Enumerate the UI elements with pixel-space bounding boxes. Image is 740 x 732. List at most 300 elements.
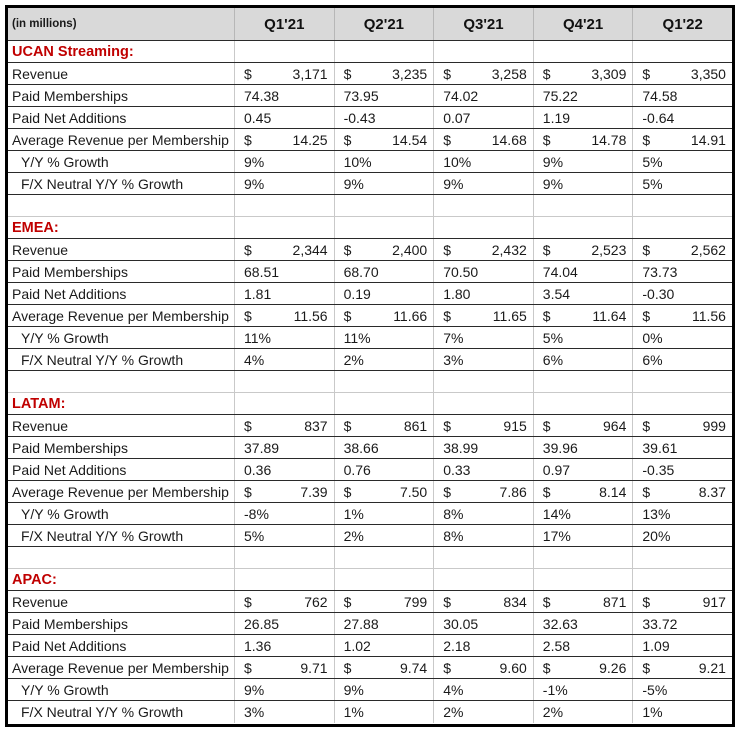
cell-value: 39.96 bbox=[542, 439, 578, 456]
cell-value: 0.76 bbox=[343, 461, 371, 478]
empty-cell bbox=[334, 569, 434, 590]
cell-value: 27.88 bbox=[343, 615, 379, 632]
currency-symbol: $ bbox=[244, 483, 252, 500]
table-row bbox=[8, 415, 732, 437]
cell-value: 5% bbox=[542, 329, 564, 346]
currency-symbol: $ bbox=[343, 307, 352, 324]
cell-value: 5% bbox=[642, 153, 663, 170]
cell-value: 0.33 bbox=[443, 461, 471, 478]
cell-value: -0.64 bbox=[642, 109, 675, 126]
cell-value: 3,235 bbox=[392, 65, 428, 82]
value-cell bbox=[433, 701, 533, 723]
table-row bbox=[8, 349, 732, 371]
cell-value: 3.54 bbox=[542, 285, 571, 302]
value-cell bbox=[334, 635, 434, 656]
value-cell bbox=[334, 327, 434, 348]
row-label: Paid Net Additions bbox=[12, 285, 127, 302]
cell-value: 14.78 bbox=[591, 131, 627, 148]
cell-value: 70.50 bbox=[443, 263, 479, 280]
cell-value: 7.86 bbox=[499, 483, 527, 500]
value-cell bbox=[334, 503, 434, 524]
currency-symbol: $ bbox=[642, 483, 651, 500]
cell-value: 861 bbox=[403, 417, 428, 434]
cell-value: 1.09 bbox=[642, 637, 670, 654]
cell-value: 26.85 bbox=[244, 615, 280, 632]
table-row bbox=[8, 635, 732, 657]
cell-value: 3,258 bbox=[491, 65, 527, 82]
currency-symbol: $ bbox=[443, 417, 451, 434]
cell-value: 10% bbox=[343, 153, 372, 170]
value-cell bbox=[533, 305, 633, 326]
value-cell bbox=[234, 63, 334, 84]
header-row bbox=[8, 8, 732, 41]
cell-value: 11.65 bbox=[492, 307, 527, 324]
row-label: Paid Memberships bbox=[12, 615, 128, 632]
value-cell bbox=[334, 239, 434, 260]
value-cell bbox=[433, 481, 533, 502]
row-label: Average Revenue per Membership bbox=[12, 131, 229, 148]
value-cell bbox=[334, 283, 434, 304]
value-cell bbox=[632, 679, 732, 700]
cell-value: 3,171 bbox=[292, 65, 328, 82]
cell-value: 11.56 bbox=[691, 307, 726, 324]
cell-value: 20% bbox=[642, 527, 671, 544]
empty-cell bbox=[234, 547, 334, 568]
currency-symbol: $ bbox=[642, 593, 651, 610]
cell-value: 7.50 bbox=[399, 483, 428, 500]
cell-value: 1.36 bbox=[244, 637, 272, 654]
empty-cell bbox=[433, 569, 533, 590]
currency-symbol: $ bbox=[542, 417, 551, 434]
value-cell bbox=[234, 261, 334, 282]
value-cell bbox=[632, 437, 732, 458]
cell-value: 7.39 bbox=[300, 483, 328, 500]
table-row bbox=[8, 107, 732, 129]
value-cell bbox=[433, 261, 533, 282]
value-cell bbox=[632, 283, 732, 304]
table-row bbox=[8, 613, 732, 635]
row-label: Y/Y % Growth bbox=[21, 153, 109, 170]
empty-cell bbox=[234, 41, 334, 62]
currency-symbol: $ bbox=[443, 131, 451, 148]
cell-value: 0.36 bbox=[244, 461, 272, 478]
cell-value: 2% bbox=[443, 704, 464, 720]
value-cell bbox=[334, 525, 434, 546]
value-cell bbox=[533, 437, 633, 458]
cell-value: 11.64 bbox=[592, 307, 627, 324]
cell-value: 9% bbox=[443, 175, 464, 192]
currency-symbol: $ bbox=[443, 65, 451, 82]
section-label: LATAM: bbox=[12, 395, 66, 412]
currency-symbol: $ bbox=[443, 659, 451, 676]
row-label: F/X Neutral Y/Y % Growth bbox=[21, 527, 184, 544]
value-cell bbox=[433, 635, 533, 656]
cell-value: 1.81 bbox=[244, 285, 272, 302]
cell-value: 999 bbox=[702, 417, 726, 434]
cell-value: 9% bbox=[244, 175, 265, 192]
value-cell bbox=[234, 459, 334, 480]
empty-cell bbox=[334, 195, 434, 216]
cell-value: 14% bbox=[542, 505, 571, 522]
empty-cell bbox=[632, 393, 732, 414]
row-label: Revenue bbox=[12, 65, 69, 82]
value-cell bbox=[632, 129, 732, 150]
value-cell bbox=[433, 173, 533, 194]
currency-symbol: $ bbox=[542, 483, 551, 500]
empty-cell bbox=[334, 371, 434, 392]
empty-cell bbox=[433, 195, 533, 216]
value-cell bbox=[334, 591, 434, 612]
empty-cell bbox=[8, 547, 234, 568]
cell-value: 74.04 bbox=[542, 263, 578, 280]
cell-value: 762 bbox=[304, 593, 328, 610]
value-cell bbox=[334, 679, 434, 700]
value-cell bbox=[533, 349, 633, 370]
value-cell bbox=[334, 63, 434, 84]
value-cell bbox=[533, 635, 633, 656]
cell-value: 0.97 bbox=[542, 461, 571, 478]
empty-cell bbox=[334, 547, 434, 568]
cell-value: 2,400 bbox=[392, 241, 428, 258]
section-header-row bbox=[8, 393, 732, 415]
currency-symbol: $ bbox=[642, 659, 651, 676]
value-cell bbox=[433, 283, 533, 304]
value-cell bbox=[632, 151, 732, 172]
cell-value: 2,344 bbox=[292, 241, 328, 258]
cell-value: 33.72 bbox=[642, 615, 678, 632]
cell-value: 1.80 bbox=[443, 285, 471, 302]
cell-value: 73.95 bbox=[343, 87, 379, 104]
value-cell bbox=[533, 85, 633, 106]
value-cell bbox=[533, 481, 633, 502]
value-cell bbox=[632, 107, 732, 128]
cell-value: 4% bbox=[244, 351, 265, 368]
cell-value: 17% bbox=[542, 527, 571, 544]
value-cell bbox=[234, 657, 334, 678]
value-cell bbox=[533, 415, 633, 436]
row-label: Revenue bbox=[12, 241, 69, 258]
empty-cell bbox=[533, 547, 633, 568]
cell-value: 74.38 bbox=[244, 87, 280, 104]
value-cell bbox=[533, 591, 633, 612]
currency-symbol: $ bbox=[443, 241, 451, 258]
cell-value: 1% bbox=[343, 704, 364, 720]
cell-value: 2% bbox=[343, 351, 364, 368]
cell-value: 9% bbox=[244, 153, 265, 170]
currency-symbol: $ bbox=[244, 241, 252, 258]
value-cell bbox=[533, 239, 633, 260]
value-cell bbox=[632, 701, 732, 723]
cell-value: 1% bbox=[642, 704, 663, 720]
empty-cell bbox=[234, 569, 334, 590]
value-cell bbox=[533, 107, 633, 128]
currency-symbol: $ bbox=[443, 307, 451, 324]
table-row bbox=[8, 459, 732, 481]
cell-value: 0% bbox=[642, 329, 663, 346]
currency-symbol: $ bbox=[642, 65, 651, 82]
table-row bbox=[8, 261, 732, 283]
value-cell bbox=[334, 657, 434, 678]
currency-symbol: $ bbox=[343, 417, 352, 434]
empty-cell bbox=[632, 217, 732, 238]
cell-value: 3,309 bbox=[591, 65, 627, 82]
currency-symbol: $ bbox=[642, 241, 651, 258]
value-cell bbox=[632, 503, 732, 524]
cell-value: 32.63 bbox=[542, 615, 578, 632]
value-cell bbox=[533, 63, 633, 84]
cell-value: 73.73 bbox=[642, 263, 678, 280]
value-cell bbox=[234, 701, 334, 723]
row-label: Paid Memberships bbox=[12, 263, 128, 280]
value-cell bbox=[334, 481, 434, 502]
currency-symbol: $ bbox=[542, 659, 551, 676]
row-label: Paid Memberships bbox=[12, 439, 128, 456]
value-cell bbox=[632, 635, 732, 656]
cell-value: 8.14 bbox=[599, 483, 627, 500]
section-header-row bbox=[8, 217, 732, 239]
table-row bbox=[8, 63, 732, 85]
cell-value: 14.68 bbox=[491, 131, 527, 148]
row-label: Y/Y % Growth bbox=[21, 329, 109, 346]
cell-value: 9.21 bbox=[698, 659, 726, 676]
cell-value: 3% bbox=[244, 704, 265, 720]
empty-cell bbox=[334, 41, 434, 62]
empty-cell bbox=[433, 393, 533, 414]
cell-value: 1.02 bbox=[343, 637, 371, 654]
cell-value: 2,523 bbox=[591, 241, 627, 258]
value-cell bbox=[632, 613, 732, 634]
cell-value: 2,432 bbox=[491, 241, 527, 258]
cell-value: 2,562 bbox=[690, 241, 726, 258]
cell-value: 11.66 bbox=[393, 307, 428, 324]
currency-symbol: $ bbox=[642, 307, 651, 324]
value-cell bbox=[433, 63, 533, 84]
cell-value: 9% bbox=[244, 681, 265, 698]
value-cell bbox=[433, 415, 533, 436]
cell-value: 8% bbox=[443, 505, 464, 522]
empty-cell bbox=[533, 393, 633, 414]
value-cell bbox=[334, 701, 434, 723]
cell-value: 39.61 bbox=[642, 439, 678, 456]
value-cell bbox=[533, 129, 633, 150]
cell-value: 9% bbox=[542, 175, 564, 192]
value-cell bbox=[334, 349, 434, 370]
value-cell bbox=[533, 525, 633, 546]
currency-symbol: $ bbox=[343, 241, 352, 258]
empty-cell bbox=[632, 547, 732, 568]
cell-value: 75.22 bbox=[542, 87, 578, 104]
value-cell bbox=[234, 107, 334, 128]
value-cell bbox=[234, 327, 334, 348]
spacer-row bbox=[8, 371, 732, 393]
cell-value: 2% bbox=[343, 527, 364, 544]
value-cell bbox=[234, 591, 334, 612]
cell-value: 13% bbox=[642, 505, 671, 522]
cell-value: 5% bbox=[642, 175, 663, 192]
empty-cell bbox=[433, 41, 533, 62]
value-cell bbox=[632, 261, 732, 282]
cell-value: 6% bbox=[642, 351, 663, 368]
empty-cell bbox=[632, 41, 732, 62]
value-cell bbox=[334, 415, 434, 436]
value-cell bbox=[433, 459, 533, 480]
empty-cell bbox=[234, 393, 334, 414]
currency-symbol: $ bbox=[443, 593, 451, 610]
cell-value: 68.70 bbox=[343, 263, 379, 280]
cell-value: 11% bbox=[244, 329, 271, 346]
cell-value: 14.25 bbox=[292, 131, 328, 148]
value-cell bbox=[533, 679, 633, 700]
currency-symbol: $ bbox=[542, 131, 551, 148]
empty-cell bbox=[334, 393, 434, 414]
cell-value: 834 bbox=[503, 593, 527, 610]
currency-symbol: $ bbox=[642, 131, 651, 148]
empty-cell bbox=[234, 217, 334, 238]
currency-symbol: $ bbox=[343, 483, 352, 500]
value-cell bbox=[632, 481, 732, 502]
cell-value: -8% bbox=[244, 505, 269, 522]
value-cell bbox=[433, 107, 533, 128]
value-cell bbox=[334, 107, 434, 128]
row-label: F/X Neutral Y/Y % Growth bbox=[21, 704, 184, 720]
value-cell bbox=[632, 525, 732, 546]
cell-value: 5% bbox=[244, 527, 265, 544]
cell-value: 1% bbox=[343, 505, 364, 522]
value-cell bbox=[433, 503, 533, 524]
value-cell bbox=[632, 63, 732, 84]
value-cell bbox=[533, 173, 633, 194]
financial-table bbox=[5, 5, 735, 727]
empty-cell bbox=[632, 569, 732, 590]
table-row bbox=[8, 129, 732, 151]
table-row bbox=[8, 151, 732, 173]
cell-value: 9% bbox=[343, 175, 364, 192]
table-row bbox=[8, 591, 732, 613]
cell-value: 14.54 bbox=[392, 131, 428, 148]
cell-value: 9.74 bbox=[399, 659, 428, 676]
value-cell bbox=[234, 283, 334, 304]
value-cell bbox=[433, 305, 533, 326]
table-row bbox=[8, 679, 732, 701]
value-cell bbox=[533, 327, 633, 348]
value-cell bbox=[234, 481, 334, 502]
currency-symbol: $ bbox=[244, 131, 252, 148]
empty-cell bbox=[433, 371, 533, 392]
value-cell bbox=[334, 173, 434, 194]
value-cell bbox=[234, 679, 334, 700]
table-row bbox=[8, 173, 732, 195]
value-cell bbox=[433, 657, 533, 678]
value-cell bbox=[334, 613, 434, 634]
cell-value: 8.37 bbox=[698, 483, 726, 500]
currency-symbol: $ bbox=[343, 65, 352, 82]
value-cell bbox=[632, 327, 732, 348]
cell-value: 68.51 bbox=[244, 263, 280, 280]
table-row bbox=[8, 327, 732, 349]
column-header-q1-22: Q1'22 bbox=[632, 8, 732, 40]
cell-value: 0.07 bbox=[443, 109, 471, 126]
column-header-q3-21: Q3'21 bbox=[433, 8, 533, 40]
table-row bbox=[8, 701, 732, 723]
value-cell bbox=[433, 437, 533, 458]
empty-cell bbox=[533, 195, 633, 216]
cell-value: 8% bbox=[443, 527, 464, 544]
value-cell bbox=[433, 85, 533, 106]
cell-value: 9.71 bbox=[300, 659, 328, 676]
currency-symbol: $ bbox=[343, 593, 352, 610]
column-header-q4-21: Q4'21 bbox=[533, 8, 633, 40]
empty-cell bbox=[8, 195, 234, 216]
value-cell bbox=[234, 239, 334, 260]
value-cell bbox=[234, 151, 334, 172]
value-cell bbox=[533, 459, 633, 480]
row-label: Revenue bbox=[12, 593, 69, 610]
cell-value: 74.02 bbox=[443, 87, 479, 104]
cell-value: 10% bbox=[443, 153, 472, 170]
value-cell bbox=[334, 437, 434, 458]
table-row bbox=[8, 525, 732, 547]
value-cell bbox=[632, 657, 732, 678]
currency-symbol: $ bbox=[244, 593, 252, 610]
value-cell bbox=[234, 173, 334, 194]
value-cell bbox=[234, 85, 334, 106]
cell-value: -5% bbox=[642, 681, 668, 698]
empty-cell bbox=[433, 547, 533, 568]
value-cell bbox=[234, 503, 334, 524]
column-header-q2-21: Q2'21 bbox=[334, 8, 434, 40]
empty-cell bbox=[632, 371, 732, 392]
value-cell bbox=[433, 679, 533, 700]
currency-symbol: $ bbox=[244, 659, 252, 676]
currency-symbol: $ bbox=[542, 593, 551, 610]
currency-symbol: $ bbox=[443, 483, 451, 500]
row-label: Paid Memberships bbox=[12, 87, 128, 104]
value-cell bbox=[433, 349, 533, 370]
row-label: Average Revenue per Membership bbox=[12, 483, 229, 500]
value-cell bbox=[234, 635, 334, 656]
empty-cell bbox=[533, 569, 633, 590]
value-cell bbox=[433, 591, 533, 612]
value-cell bbox=[334, 261, 434, 282]
cell-value: 837 bbox=[304, 417, 328, 434]
currency-symbol: $ bbox=[244, 417, 252, 434]
row-label: Average Revenue per Membership bbox=[12, 659, 229, 676]
currency-symbol: $ bbox=[542, 307, 551, 324]
value-cell bbox=[533, 283, 633, 304]
value-cell bbox=[632, 415, 732, 436]
cell-value: -0.35 bbox=[642, 461, 675, 478]
section-label: APAC: bbox=[12, 571, 57, 588]
value-cell bbox=[334, 129, 434, 150]
table-row bbox=[8, 85, 732, 107]
empty-cell bbox=[533, 41, 633, 62]
value-cell bbox=[433, 239, 533, 260]
value-cell bbox=[433, 525, 533, 546]
cell-value: 2.18 bbox=[443, 637, 471, 654]
row-label: Paid Net Additions bbox=[12, 461, 127, 478]
cell-value: 38.99 bbox=[443, 439, 479, 456]
value-cell bbox=[234, 437, 334, 458]
cell-value: 30.05 bbox=[443, 615, 479, 632]
empty-cell bbox=[632, 195, 732, 216]
value-cell bbox=[234, 415, 334, 436]
value-cell bbox=[533, 503, 633, 524]
cell-value: 14.91 bbox=[690, 131, 726, 148]
row-label: Revenue bbox=[12, 417, 69, 434]
cell-value: 3,350 bbox=[690, 65, 726, 82]
empty-cell bbox=[8, 371, 234, 392]
row-label: Y/Y % Growth bbox=[21, 681, 109, 698]
